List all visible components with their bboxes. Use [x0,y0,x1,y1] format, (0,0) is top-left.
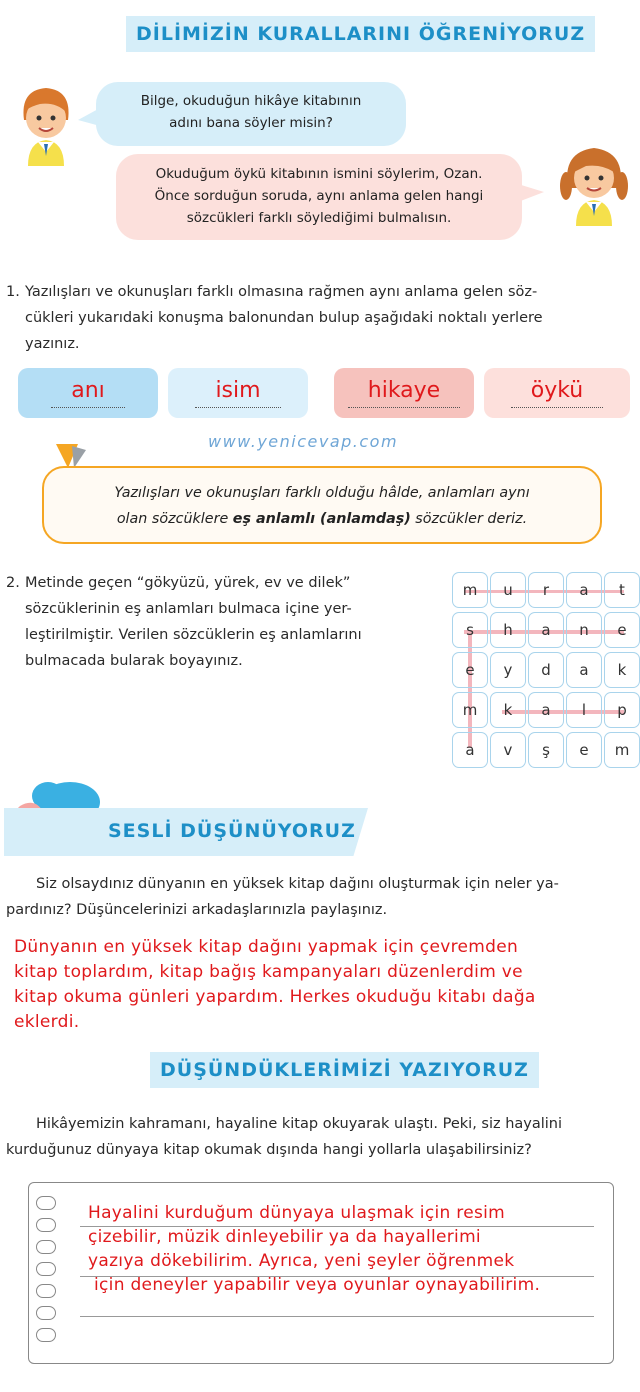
yaziyoruz-answer [88,1201,608,1297]
answer-line: çizebilir, müzik dinleyebilir ya da hayallerimi [88,1227,481,1247]
grid-cell[interactable]: l [566,692,602,728]
grid-cell[interactable]: p [604,692,640,728]
question-line: bulmacada bularak boyayınız. [25,653,243,669]
notebook-ring-icon [36,1218,56,1232]
answer-line: için deneyler yapabilir veya oyunlar oynayabilirim. [94,1275,541,1295]
bubble-line: sözcükleri farklı söylediğimi bulmalısın. [186,210,452,226]
answer-text: isim [195,378,280,408]
answer-line: Hayalini kurduğum dünyaya ulaşmak için resim [88,1203,505,1223]
bubble-tail-icon [78,108,102,128]
answer-box-3[interactable] [334,368,474,418]
info-text-segment: sözcükler deriz. [410,511,528,527]
question-line: pardınız? Düşüncelerinizi arkadaşlarınızla paylaşınız. [6,902,388,918]
answer-box-1[interactable] [18,368,158,418]
grid-cell[interactable]: t [604,572,640,608]
bubble-line: Okuduğum öykü kitabının ismini söylerim, Ozan. [155,166,483,182]
grid-cell[interactable]: y [490,652,526,688]
grid-cell[interactable]: k [490,692,526,728]
grid-cell[interactable]: d [528,652,564,688]
notebook-ring-icon [36,1284,56,1298]
watermark: www.yenicevap.com [208,432,399,451]
grid-cell[interactable]: a [528,612,564,648]
bubble-line: adını bana söyler misin? [169,115,333,131]
bubble-line: Önce sorduğun soruda, aynı anlama gelen hangi [154,188,484,204]
question-line: Hikâyemizin kahramanı, hayaline kitap okuyarak ulaştı. Peki, siz hayalini [36,1116,563,1132]
section-title-banner: DİLİMİZİN KURALLARINI ÖĞRENİYORUZ [126,16,595,52]
grid-cell[interactable]: e [604,612,640,648]
grid-cell[interactable]: a [528,692,564,728]
grid-cell[interactable]: r [528,572,564,608]
info-text [46,480,598,532]
answer-box-4[interactable] [484,368,630,418]
question-line: Metinde geçen “gökyüzü, yürek, ev ve dilek” [25,575,351,591]
grid-cell[interactable]: h [490,612,526,648]
notebook-ring-icon [36,1328,56,1342]
info-text-segment: olan sözcüklere [116,511,233,527]
grid-cell[interactable]: k [604,652,640,688]
grid-cell[interactable]: a [452,732,488,768]
grid-cell[interactable]: e [452,652,488,688]
grid-cell[interactable]: m [604,732,640,768]
notebook-ring-icon [36,1240,56,1254]
sesli-answer [14,935,634,1035]
answer-text: anı [51,378,125,408]
notebook-line [80,1316,594,1317]
info-line [46,506,598,532]
bubble-line: Bilge, okuduğun hikâye kitabının [140,93,362,109]
question-line: sözcüklerinin eş anlamları bulmaca içine yer- [25,601,352,617]
girl-character-icon [556,138,632,228]
question-line: Yazılışları ve okunuşları farklı olmasına rağmen aynı anlama gelen söz- [25,284,538,300]
yaziyoruz-question [6,1111,638,1163]
question-line: yazınız. [25,336,80,352]
grid-cell[interactable]: ş [528,732,564,768]
grid-cell[interactable]: a [566,572,602,608]
boy-character-icon [10,80,82,168]
grid-cell[interactable]: u [490,572,526,608]
section-title-banner-2: DÜŞÜNDÜKLERİMİZİ YAZIYORUZ [150,1052,539,1088]
answer-text: öykü [511,378,604,408]
answer-line: yazıya dökebilirim. Ayrıca, yeni şeyler öğrenmek [88,1251,515,1271]
speech-bubble-bilge [116,154,522,240]
answer-box-2[interactable] [168,368,308,418]
grid-cell[interactable]: n [566,612,602,648]
question-line: kurduğunuz dünyaya kitap okumak dışında hangi yollarla ulaşabilirsiniz? [6,1142,532,1158]
answer-line: kitap toplardım, kitap bağış kampanyaları düzenlerdim ve [14,962,523,982]
sesli-question [6,871,638,923]
grid-cell[interactable]: a [566,652,602,688]
bubble-tail-icon [518,184,544,204]
question-line: leştirilmiştir. Verilen sözcüklerin eş anlamlarını [25,627,362,643]
info-bold-term: eş anlamlı (anlamdaş) [232,511,411,527]
word-search-grid [452,572,640,768]
answer-line: Dünyanın en yüksek kitap dağını yapmak için çevremden [14,937,519,957]
speech-bubble-ozan [96,82,406,146]
info-line: Yazılışları ve okunuşları farklı olduğu hâlde, anlamları aynı [114,485,530,501]
answer-line: eklerdi. [14,1012,80,1032]
sesli-banner-title: SESLİ DÜŞÜNÜYORUZ [108,820,356,842]
question-line: cükleri yukarıdaki konuşma balonundan bulup aşağıdaki noktalı yerlere [25,310,543,326]
question-1 [6,279,638,357]
grid-cell[interactable]: m [452,692,488,728]
question-number: 2. [6,575,20,591]
grid-cell[interactable]: v [490,732,526,768]
grid-cell[interactable]: s [452,612,488,648]
question-number: 1. [6,284,20,300]
notebook-ring-icon [36,1262,56,1276]
grid-cell[interactable]: e [566,732,602,768]
answer-line: kitap okuma günleri yapardım. Herkes okuduğu kitabı dağa [14,987,536,1007]
notebook-ring-icon [36,1306,56,1320]
question-line: Siz olsaydınız dünyanın en yüksek kitap dağını oluşturmak için neler ya- [36,876,559,892]
answer-text: hikaye [348,378,460,408]
question-2 [6,570,430,674]
notebook-ring-icon [36,1196,56,1210]
grid-cell[interactable]: m [452,572,488,608]
